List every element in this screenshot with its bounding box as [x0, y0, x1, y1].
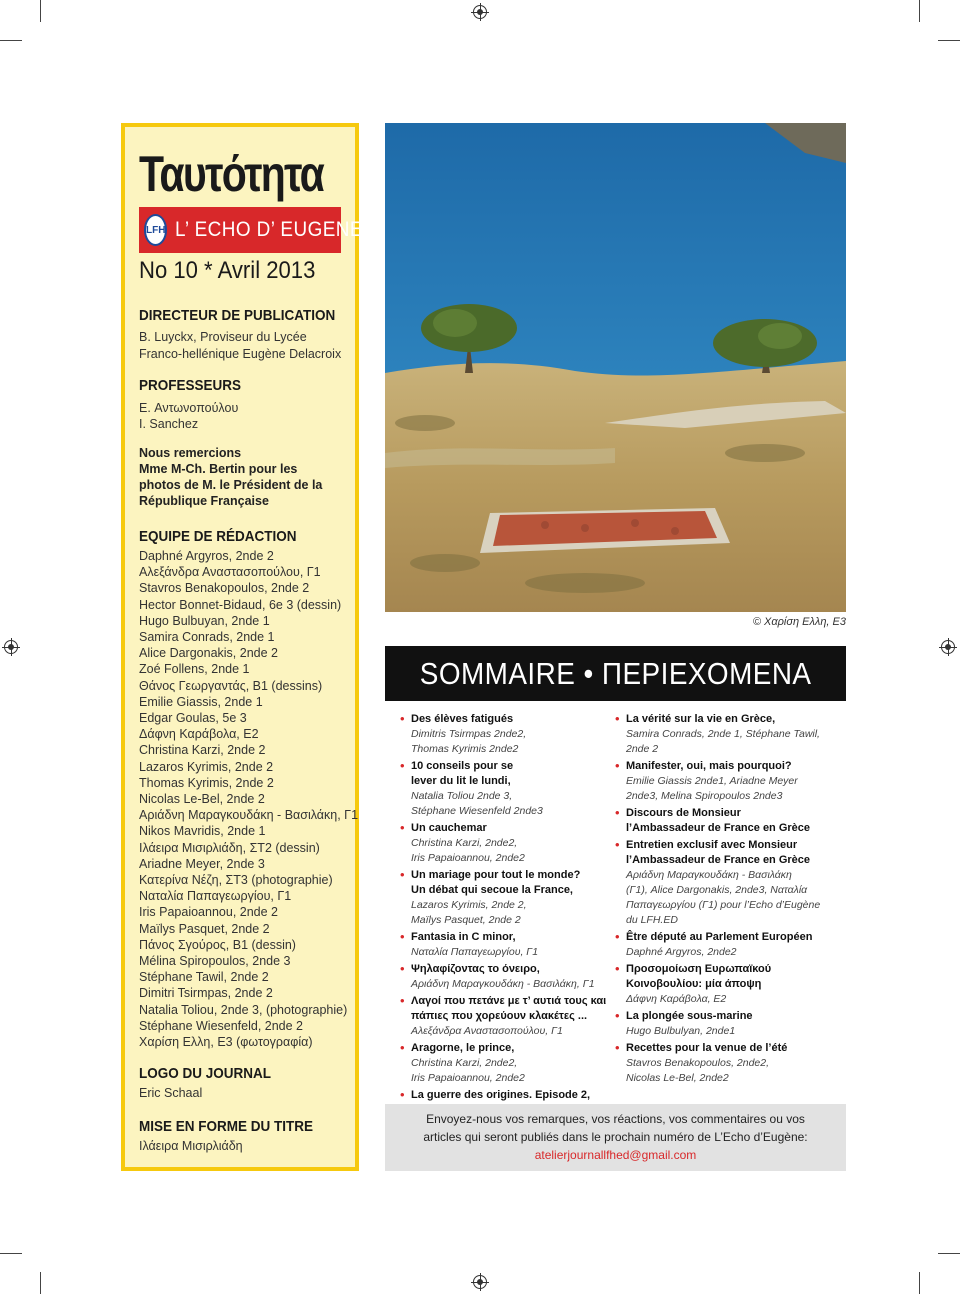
crop-mark — [938, 40, 960, 41]
redaction-member: Maïlys Pasquet, 2nde 2 — [139, 921, 270, 936]
redaction-member: Ariadne Meyer, 2nde 3 — [139, 856, 265, 871]
registration-mark-icon — [473, 1275, 487, 1289]
sommaire-item — [615, 838, 835, 928]
professor-name: I. Sanchez — [139, 417, 199, 431]
sommaire-item — [615, 1009, 835, 1039]
article-authors: (Γ1), Alice Dargonakis, 2nde3, Ναταλία — [626, 884, 808, 896]
article-authors: Christina Karzi, 2nde2, — [411, 837, 518, 849]
redaction-member: Πάνος Σγούρος, Β1 (dessin) — [139, 937, 296, 952]
article-authors: Ναταλία Παπαγεωργίου, Γ1 — [411, 946, 539, 958]
redaction-member: Edgar Goulas, 5e 3 — [139, 711, 247, 726]
redaction-member: Κατερίνα Νέζη, ΣΤ3 (photographie) — [139, 873, 333, 888]
article-authors: Nicolas Le-Bel, 2nde2 — [626, 1072, 729, 1084]
sommaire-item — [615, 1041, 835, 1086]
article-authors: Hugo Bulbulyan, 2nde1 — [626, 1025, 736, 1037]
redaction-member: Daphné Argyros, 2nde 2 — [139, 549, 274, 563]
article-title: • Ψηλαφίζοντας το όνειρο, — [411, 963, 540, 975]
article-authors: 2nde 2 — [626, 743, 659, 755]
issue-number: No 10 * Avril 2013 — [139, 257, 316, 284]
crop-mark — [938, 1253, 960, 1254]
article-title: l’Ambassadeur de France en Grèce — [626, 854, 811, 866]
identity-box — [121, 123, 364, 1171]
crop-mark — [0, 1253, 22, 1254]
redaction-heading: EQUIPE DE RÉDACTION — [139, 528, 297, 545]
article-title: • Entretien exclusif avec Monsieur — [626, 839, 798, 851]
article-title: • Manifester, oui, mais pourquoi? — [626, 760, 792, 772]
redaction-member: Emilie Giassis, 2nde 1 — [139, 694, 263, 709]
redaction-member: Alice Dargonakis, 2nde 2 — [139, 646, 278, 661]
article-authors: Thomas Kyrimis 2nde2 — [411, 743, 519, 755]
redaction-member: Lazaros Kyrimis, 2nde 2 — [139, 759, 274, 774]
contact-line: Envoyez-nous vos remarques, vos réactions, vos commentaires ou vos — [426, 1112, 805, 1126]
redaction-member: Θάνος Γεωργαντάς, Β1 (dessins) — [139, 678, 323, 693]
sommaire-heading: SOMMAIRE • ΠΕΡΙΕΧΟΜΕΝΑ — [385, 646, 846, 701]
redaction-member: Stéphane Wiesenfeld, 2nde 2 — [139, 1018, 304, 1033]
director-line: B. Luyckx, Proviseur du Lycée — [139, 330, 307, 344]
article-authors: Αλεξάνδρα Αναστασοπούλου, Γ1 — [411, 1025, 563, 1037]
crop-mark — [919, 1272, 920, 1294]
sommaire-item — [400, 759, 620, 819]
registration-mark-icon — [4, 640, 18, 654]
article-authors: Stavros Benakopoulos, 2nde2, — [626, 1057, 770, 1069]
professors-heading: PROFESSEURS — [139, 377, 242, 394]
article-authors: Αριάδνη Μαραγκουδάκη - Βασιλάκη — [626, 869, 792, 881]
crop-mark — [40, 0, 41, 22]
article-authors: Αριάδνη Μαραγκουδάκη - Βασιλάκη, Γ1 — [411, 978, 595, 990]
thanks-line: République Française — [139, 494, 269, 508]
logo-author: Eric Schaal — [139, 1086, 203, 1100]
redaction-member: Thomas Kyrimis, 2nde 2 — [139, 775, 274, 790]
redaction-member: Ιλάειρα Μισιρλιάδη, ΣΤ2 (dessin) — [139, 840, 320, 855]
article-title: lever du lit le lundi, — [411, 775, 511, 787]
sommaire-item — [615, 712, 835, 757]
sommaire-item — [400, 962, 620, 992]
article-authors: Daphné Argyros, 2nde2 — [626, 946, 737, 958]
journal-logo — [139, 207, 364, 253]
redaction-member: Χαρίση Ελλη, Ε3 (φωτογραφία) — [139, 1035, 313, 1050]
sommaire-item — [615, 806, 835, 836]
redaction-member: Αριάδνη Μαραγκουδάκη - Βασιλάκη, Γ1 — [139, 808, 359, 823]
title-design-author: Ιλάειρα Μισιρλιάδη — [139, 1139, 243, 1153]
article-authors: Δάφνη Καράβολα, Ε2 — [626, 993, 727, 1005]
thanks-line: photos de M. le Président de la — [139, 478, 323, 492]
redaction-member: Zoé Follens, 2nde 1 — [139, 662, 250, 677]
sommaire-item — [400, 821, 620, 866]
sommaire-item — [615, 759, 835, 804]
logo-section-heading: LOGO DU JOURNAL — [139, 1065, 272, 1082]
redaction-member: Mélina Spiropoulos, 2nde 3 — [139, 954, 291, 969]
sommaire-column-2 — [615, 712, 835, 1088]
article-title: • Être député au Parlement Européen — [626, 931, 813, 943]
logo-badge-icon: LFH — [144, 214, 167, 246]
article-title: • Un mariage pour tout le monde? — [411, 869, 581, 881]
logo-text: L’ ECHO D’ EUGENE — [175, 218, 364, 241]
article-title: • Προσομοίωση Ευρωπαϊκού — [626, 963, 772, 975]
photo-credit: © Χαρίση Ελλη, Ε3 — [752, 616, 846, 628]
contact-line: articles qui seront publiés dans le prochain numéro de L’Echo d’Eugène: — [423, 1130, 808, 1144]
article-authors: Christina Karzi, 2nde2, — [411, 1057, 518, 1069]
contact-box — [385, 1104, 846, 1171]
article-authors: Iris Papaioannou, 2nde2 — [411, 852, 525, 864]
redaction-member: Stéphane Tawil, 2nde 2 — [139, 970, 269, 985]
redaction-member: Natalia Toliou, 2nde 3, (photographie) — [139, 1002, 348, 1017]
article-authors: Stéphane Wiesenfeld 2nde3 — [411, 805, 543, 817]
article-authors: Samira Conrads, 2nde 1, Stéphane Tawil, — [626, 728, 820, 740]
article-authors: Maïlys Pasquet, 2nde 2 — [411, 914, 521, 926]
landscape-photo — [385, 123, 846, 612]
sommaire-item — [615, 930, 835, 960]
redaction-member: Hugo Bulbuyan, 2nde 1 — [139, 613, 270, 628]
article-title: • La vérité sur la vie en Grèce, — [626, 713, 776, 725]
redaction-member: Samira Conrads, 2nde 1 — [139, 630, 275, 645]
redaction-member: Δάφνη Καράβολα, Ε2 — [139, 727, 259, 742]
article-title: • La plongée sous-marine — [626, 1010, 753, 1022]
article-authors: 2nde3, Melina Spiropoulos 2nde3 — [626, 790, 783, 802]
crop-mark — [40, 1272, 41, 1294]
title-design-heading: MISE EN FORME DU TITRE — [139, 1118, 314, 1135]
crop-mark — [919, 0, 920, 22]
redaction-member: Nicolas Le-Bel, 2nde 2 — [139, 792, 265, 807]
contact-email-link[interactable]: atelierjournallfhed@gmail.com — [534, 1148, 697, 1162]
sommaire-item — [400, 1041, 620, 1086]
sommaire-item — [400, 994, 620, 1039]
redaction-member: Nikos Mavridis, 2nde 1 — [139, 824, 266, 839]
article-title: • Recettes pour la venue de l’été — [626, 1042, 788, 1054]
sommaire-item — [400, 930, 620, 960]
sommaire-item — [615, 962, 835, 1007]
crop-mark — [0, 40, 22, 41]
article-title: • Aragorne, le prince, — [411, 1042, 515, 1054]
thanks-line: Nous remercions — [139, 446, 242, 460]
redaction-members — [139, 548, 358, 1050]
article-title: Un débat qui secoue la France, — [411, 884, 573, 896]
sommaire-column-1 — [400, 712, 620, 1120]
redaction-member: Αλεξάνδρα Αναστασοπούλου, Γ1 — [139, 565, 321, 580]
article-title: • Λαγοί που πετάνε με τ’ αυτιά τους και — [411, 995, 607, 1007]
article-title: • Fantasia in C minor, — [411, 931, 516, 943]
article-authors: Dimitris Tsirmpas 2nde2, — [411, 728, 527, 740]
article-title: πάπιες που χορεύουν κλακέτες ... — [411, 1010, 588, 1022]
article-authors: Natalia Toliou 2nde 3, — [411, 790, 513, 802]
director-line: Franco-hellénique Eugène Delacroix — [139, 347, 342, 361]
page-title: Ταυτότητα — [139, 146, 324, 202]
article-title: • Des élèves fatigués — [411, 713, 514, 725]
sommaire-item — [400, 868, 620, 928]
professor-name: E. Αντωνοπούλου — [139, 401, 239, 415]
article-title: Κοινοβουλίου: μία άποψη — [626, 978, 762, 990]
redaction-member: Iris Papaioannou, 2nde 2 — [139, 905, 278, 920]
thanks-line: Mme M-Ch. Bertin pour les — [139, 462, 298, 476]
article-authors: Lazaros Kyrimis, 2nde 2, — [411, 899, 527, 911]
redaction-member: Stavros Benakopoulos, 2nde 2 — [139, 581, 310, 596]
article-title: • Discours de Monsieur — [626, 807, 741, 819]
article-title: • La guerre des origines. Episode 2, — [411, 1089, 591, 1101]
article-title: • Un cauchemar — [411, 822, 487, 834]
article-title: l’Ambassadeur de France en Grèce — [626, 822, 811, 834]
article-authors: Emilie Giassis 2nde1, Ariadne Meyer — [626, 775, 798, 787]
article-authors: du LFH.ED — [626, 914, 678, 926]
registration-mark-icon — [473, 5, 487, 19]
director-heading: DIRECTEUR DE PUBLICATION — [139, 307, 336, 324]
article-authors: Iris Papaioannou, 2nde2 — [411, 1072, 525, 1084]
redaction-member: Hector Bonnet-Bidaud, 6e 3 (dessin) — [139, 597, 342, 612]
redaction-member: Christina Karzi, 2nde 2 — [139, 743, 266, 758]
article-authors: Παπαγεωργίου (Γ1) pour l’Echo d’Eugène — [626, 899, 821, 911]
registration-mark-icon — [941, 640, 955, 654]
redaction-member: Ναταλία Παπαγεωργίου, Γ1 — [139, 889, 292, 904]
sommaire-item — [400, 712, 620, 757]
article-title: • 10 conseils pour se — [411, 760, 514, 772]
redaction-member: Dimitri Tsirmpas, 2nde 2 — [139, 986, 273, 1001]
